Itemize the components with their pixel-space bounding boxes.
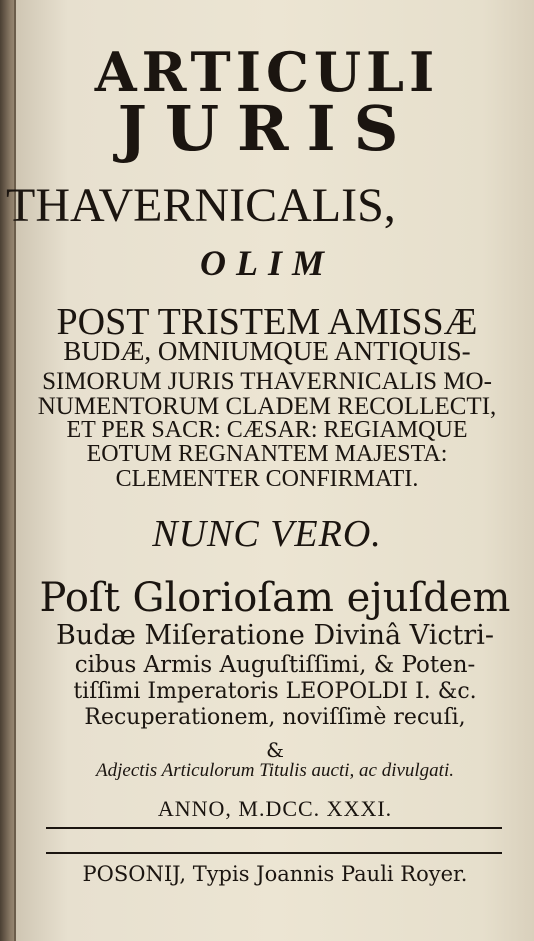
post-line-3: cibus Armis Auguſtiſſimi, & Poten- — [74, 652, 476, 678]
title-line-2: JURIS — [117, 92, 417, 165]
post-line-6: Adjectis Articulorum Titulis aucti, ac divulgati. — [96, 760, 454, 781]
divider-rule-top — [46, 827, 502, 829]
title-line-4: OLIM — [199, 243, 334, 283]
post-line-1: Poſt Glorioſam ejuſdem — [39, 575, 511, 621]
imprint-line: POSONIJ, Typis Joannis Pauli Royer. — [82, 862, 468, 886]
nunc-vero-heading: NUNC VERO. — [152, 513, 382, 555]
body-line-3: SIMORUM JURIS THAVERNICALIS MO- — [42, 368, 492, 395]
body-line-1: POST TRISTEM AMISSÆ — [56, 301, 478, 343]
post-line-4: tiſſimi Imperatoris LEOPOLDI I. &c. — [73, 679, 477, 704]
divider-rule-bottom — [46, 852, 502, 854]
post-line-5: Recuperationem, noviſſimè recuſi, — [84, 705, 466, 730]
ampersand: & — [266, 738, 284, 762]
body-line-4: NUMENTORUM CLADEM RECOLLECTI, — [37, 393, 497, 420]
body-line-2: BUDÆ, OMNIUMQUE ANTIQUIS- — [63, 336, 471, 366]
title-line-3: THAVERNICALIS, — [6, 179, 396, 232]
body-line-5: ET PER SACR: CÆSAR: REGIAMQUE — [66, 417, 468, 443]
post-line-2: Budæ Miſeratione Divinâ Victri- — [56, 620, 494, 651]
body-line-7: CLEMENTER CONFIRMATI. — [115, 466, 419, 492]
body-line-6: EOTUM REGNANTEM MAJESTA: — [86, 441, 448, 467]
publication-date: ANNO, M.DCC. XXXI. — [157, 796, 393, 821]
title-line-1: ARTICULI — [94, 40, 440, 104]
